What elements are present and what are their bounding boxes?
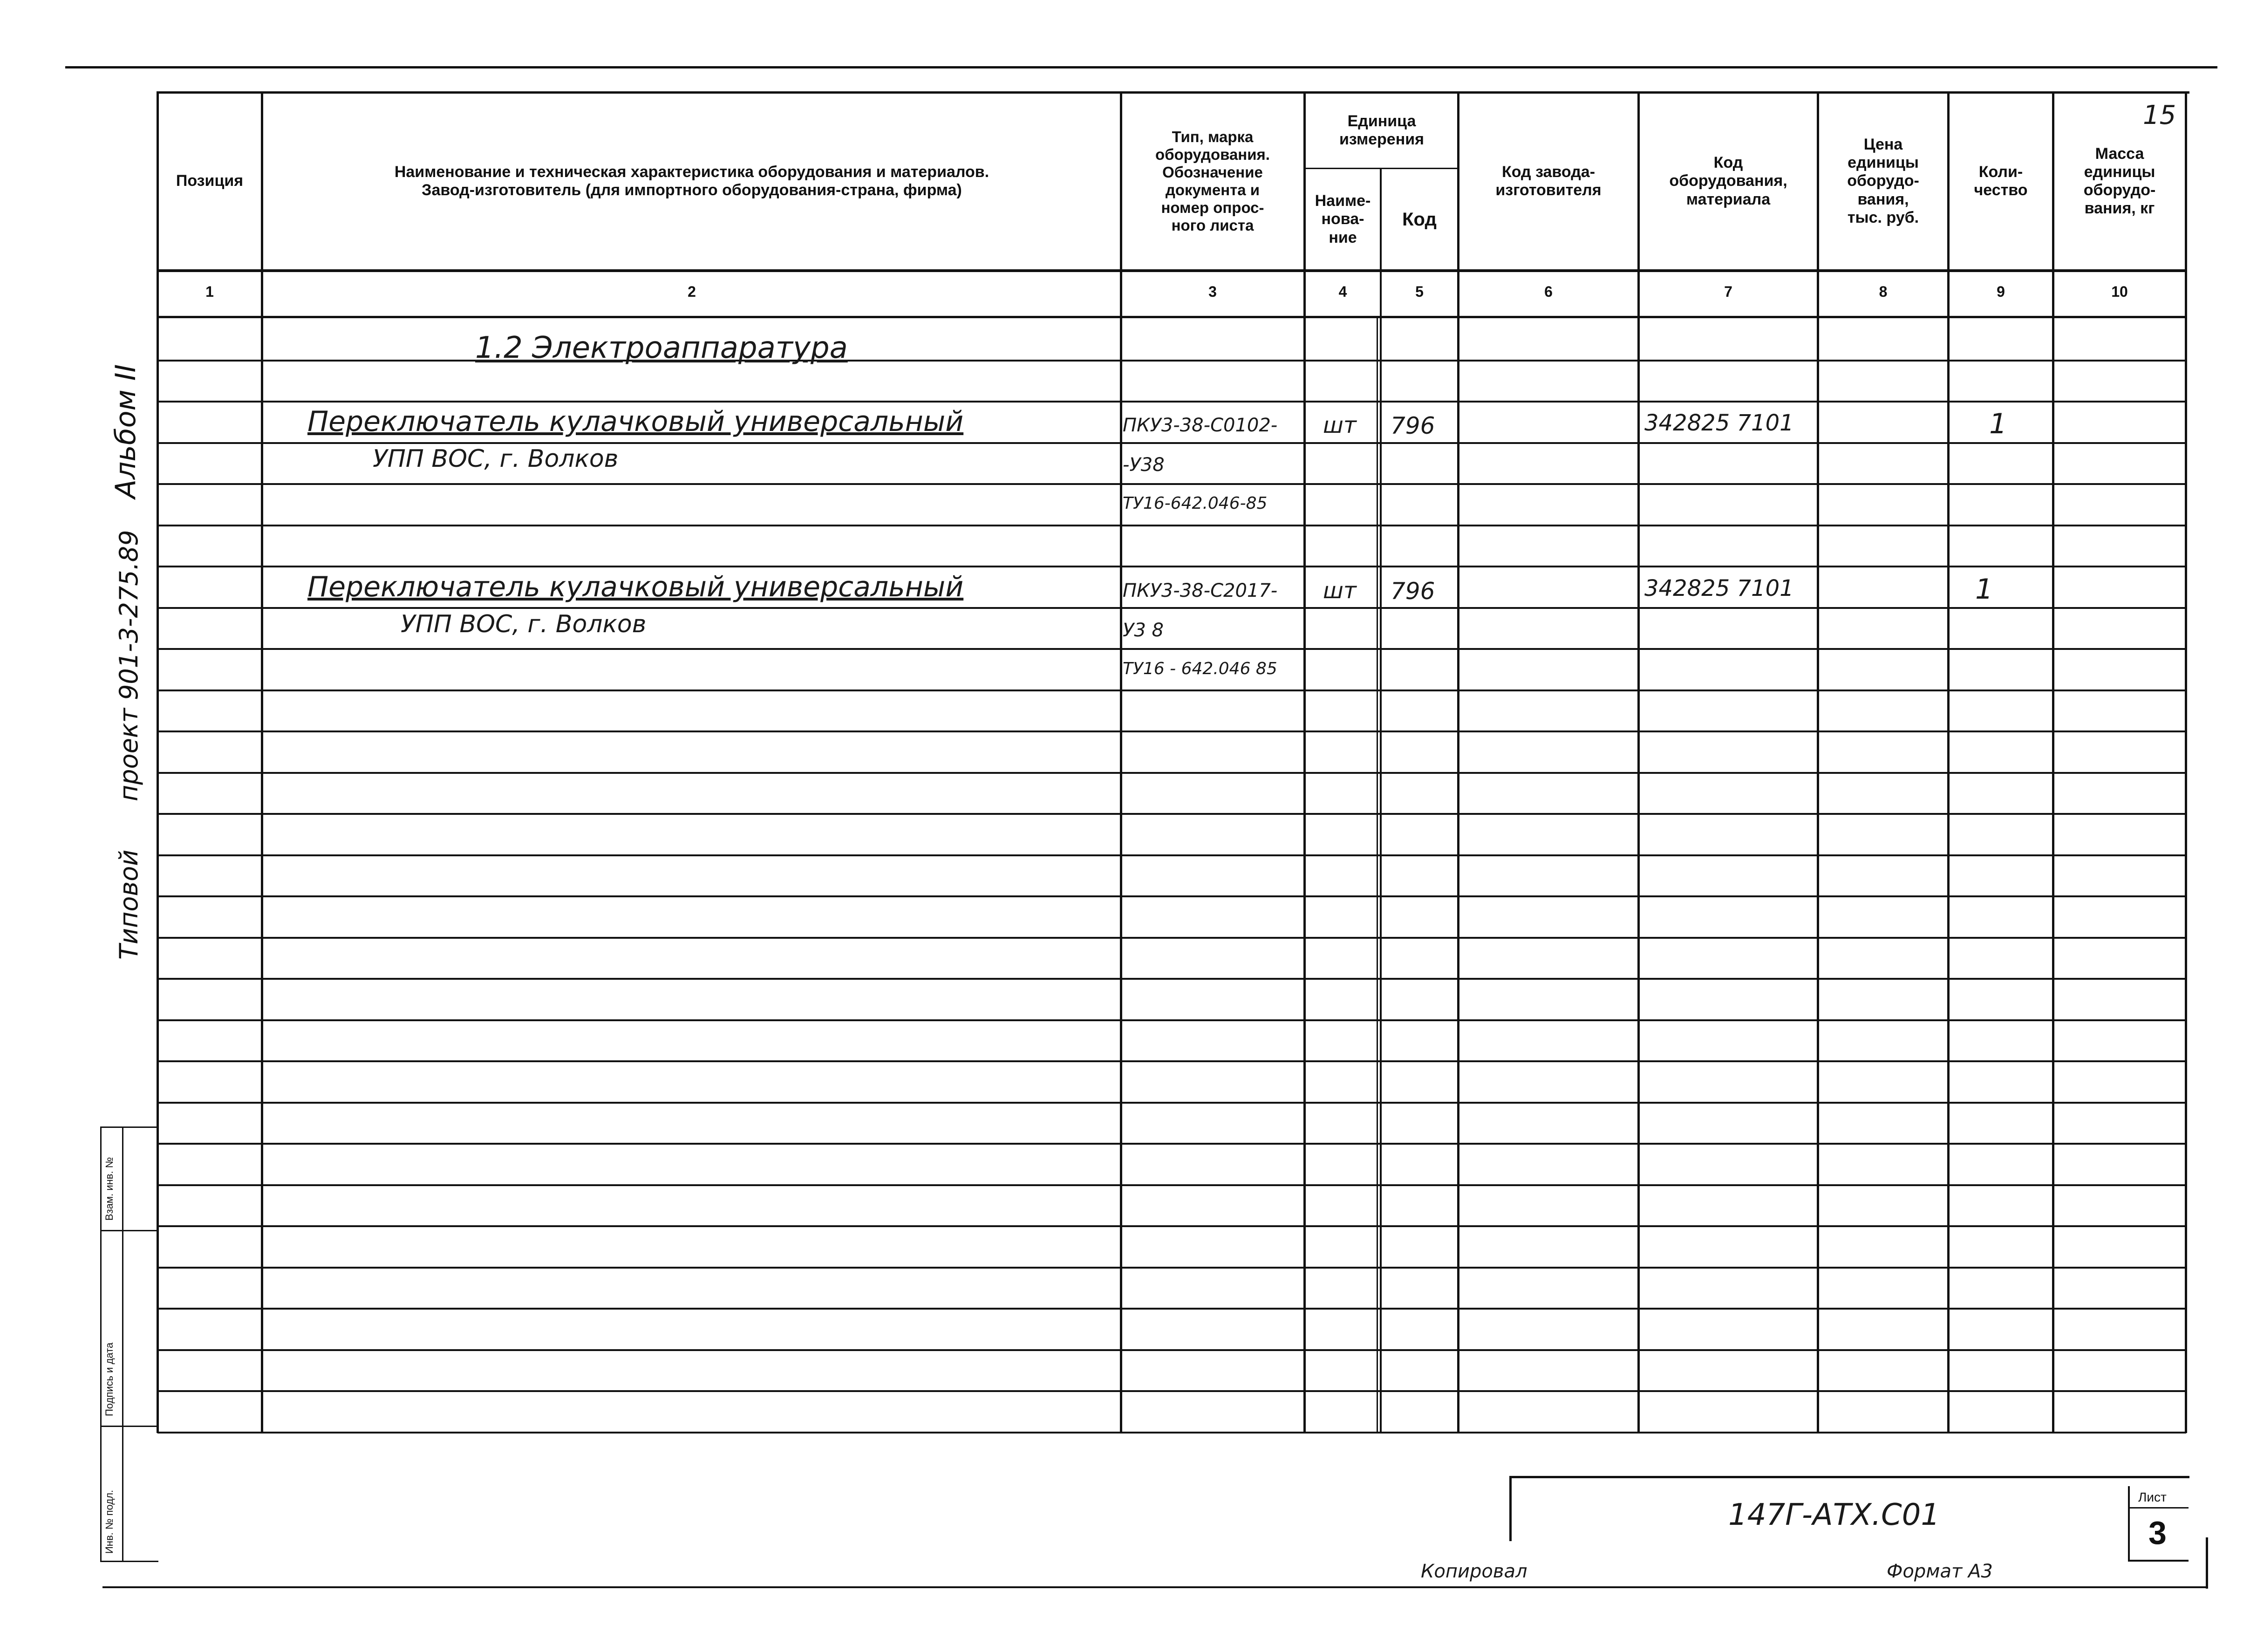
- footer-format: Формат А3: [1887, 1561, 1993, 1582]
- frame-right-line: [2206, 1537, 2208, 1589]
- side-project-label: проект 901-3-275.89: [114, 530, 143, 801]
- item-1-type-line2: -У38: [1123, 454, 1165, 476]
- row-line: [157, 813, 2186, 815]
- sheet-label: Лист: [2138, 1490, 2167, 1504]
- row-line: [157, 1267, 2186, 1269]
- stamp-box-mid: [122, 1126, 123, 1562]
- top-border-line: [65, 66, 2217, 68]
- row-line: [157, 566, 2186, 567]
- item-2-equipment-code: 342825 7101: [1644, 575, 1794, 601]
- item-2-name-line1: Переключатель кулачковый универсальный: [307, 571, 964, 603]
- col-number-7: 7: [1724, 283, 1732, 300]
- table-right-line: [2185, 91, 2187, 1433]
- item-1-equipment-code: 342825 7101: [1644, 410, 1794, 436]
- col-number-1: 1: [205, 283, 214, 300]
- col-number-4: 4: [1338, 283, 1347, 300]
- stamp-box-top: [100, 1126, 158, 1128]
- row-line: [157, 1225, 2186, 1227]
- col-number-8: 8: [1879, 283, 1888, 300]
- title-block-top: [1509, 1476, 2189, 1478]
- header-unit-name: Наиме- нова- ние: [1315, 192, 1371, 246]
- stamp-box-left: [100, 1126, 102, 1562]
- item-1-unit-code: 796: [1391, 412, 1435, 439]
- stamp-box-bottom: [100, 1561, 158, 1562]
- document-code: 147Г-АТХ.С01: [1728, 1498, 1940, 1532]
- row-line: [157, 1102, 2186, 1104]
- stamp-vzam-inv: Взам. инв. №: [103, 1157, 115, 1221]
- colnum-bottom-line: [157, 316, 2186, 318]
- item-1-quantity: 1: [1989, 408, 2007, 440]
- row-line: [157, 1019, 2186, 1021]
- frame-bottom-line: [102, 1586, 2208, 1588]
- section-title: 1.2 Электроаппаратура: [475, 331, 848, 365]
- header-unit-code: Код: [1402, 209, 1437, 230]
- row-line: [157, 730, 2186, 732]
- stamp-sep-1: [100, 1230, 158, 1231]
- item-2-type-line3: ТУ16 - 642.046 85: [1123, 659, 1277, 678]
- row-line: [157, 1390, 2186, 1392]
- item-1-type-line3: ТУ16-642.046-85: [1123, 494, 1268, 513]
- header-equipment-code: Код оборудования, материала: [1669, 154, 1787, 208]
- footer-copied: Копировал: [1421, 1561, 1527, 1582]
- item-2-name-line2: УПП ВОС, г. Волков: [401, 610, 647, 638]
- item-2-unit-code: 796: [1391, 578, 1435, 605]
- stamp-inv-podl: Инв. № подл.: [103, 1489, 115, 1554]
- col-number-9: 9: [1997, 283, 2005, 300]
- header-type-brand: Тип, марка оборудования. Обозначение документа и номер опрос- ного листа: [1155, 128, 1270, 234]
- col-number-5: 5: [1415, 283, 1424, 300]
- item-2-quantity: 1: [1975, 573, 1993, 606]
- row-line: [157, 1060, 2186, 1062]
- row-line: [157, 607, 2186, 609]
- header-unit-group: Единица измерения: [1339, 112, 1424, 148]
- stamp-sep-2: [100, 1426, 158, 1427]
- header-position: Позиция: [176, 172, 244, 190]
- row-line: [157, 978, 2186, 980]
- row-line: [157, 483, 2186, 485]
- sheet-box-sep: [2128, 1507, 2189, 1509]
- row-line: [157, 895, 2186, 897]
- header-plant-code: Код завода- изготовителя: [1495, 163, 1602, 199]
- item-2-unit: шт: [1323, 578, 1357, 604]
- row-line: [157, 772, 2186, 774]
- row-line: [157, 442, 2186, 444]
- col-sep-4: [1380, 168, 1382, 1433]
- col-number-2: 2: [688, 283, 696, 300]
- row-line: [157, 854, 2186, 856]
- col-number-10: 10: [2111, 283, 2128, 300]
- col-number-3: 3: [1208, 283, 1217, 300]
- row-line: [157, 648, 2186, 650]
- side-typical-label: Типовой: [114, 849, 143, 960]
- item-1-unit: шт: [1323, 412, 1357, 438]
- page-number-top: 15: [2143, 100, 2176, 130]
- item-1-name-line1: Переключатель кулачковый универсальный: [307, 405, 964, 438]
- row-line: [157, 937, 2186, 939]
- header-name-description: Наименование и техническая характеристика оборудования и материалов. Завод-изготовитель (для импортного оборудования-страна, фирма): [394, 163, 989, 199]
- row-line: [157, 1308, 2186, 1310]
- row-line: [157, 525, 2186, 526]
- sheet-number: 3: [2148, 1515, 2167, 1551]
- header-unit-price: Цена единицы оборудо- вания, тыс. руб.: [1847, 136, 1919, 226]
- row-line: [157, 360, 2186, 362]
- row-line: [157, 401, 2186, 403]
- sheet-box-left: [2128, 1486, 2130, 1561]
- stamp-podp-data: Подпись и дата: [103, 1342, 115, 1416]
- header-quantity: Коли- чество: [1974, 163, 2028, 199]
- col-sep-10-thin: [1377, 318, 1378, 1433]
- row-line: [157, 1184, 2186, 1186]
- item-2-type-line1: ПКУ3-38-С2017-: [1123, 580, 1278, 601]
- item-2-type-line2: У3 8: [1123, 620, 1164, 641]
- item-1-name-line2: УПП ВОС, г. Волков: [373, 445, 619, 473]
- row-line: [157, 1143, 2186, 1145]
- header-unit-mass: Масса единицы оборудо- вания, кг: [2083, 144, 2156, 218]
- title-block-left: [1509, 1476, 1512, 1541]
- row-line: [157, 1432, 2186, 1434]
- col-number-6: 6: [1544, 283, 1553, 300]
- header-bottom-line: [157, 269, 2186, 272]
- side-album-label: Альбом II: [109, 364, 142, 498]
- row-line: [157, 1349, 2186, 1351]
- row-line: [157, 689, 2186, 691]
- sheet-box-bottom: [2128, 1560, 2189, 1562]
- item-1-type-line1: ПКУ3-38-С0102-: [1123, 415, 1278, 436]
